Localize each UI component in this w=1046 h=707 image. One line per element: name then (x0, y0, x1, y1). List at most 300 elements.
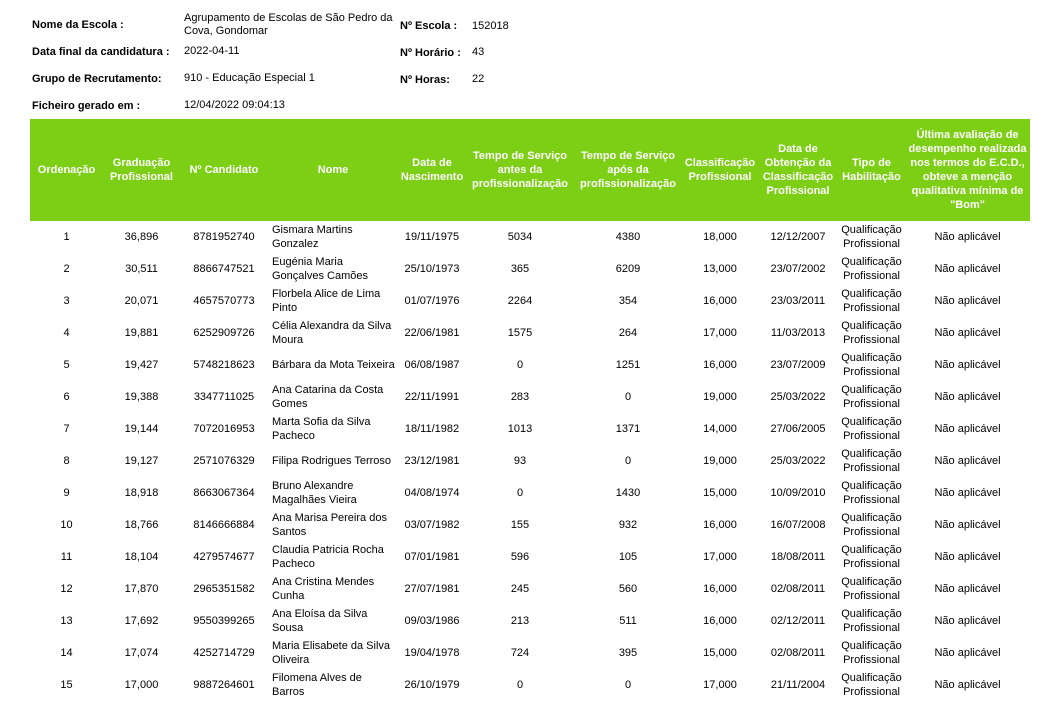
birth-date-cell (398, 637, 466, 669)
table-row (30, 381, 1030, 413)
service-after-cell (574, 381, 682, 413)
name-cell-text: Ana Catarina da Costa Gomes (272, 384, 384, 410)
candidate-number-cell (180, 221, 268, 253)
graduation-cell-text: 30,511 (125, 263, 158, 275)
evaluation-cell-text: Não aplicável (934, 455, 1001, 467)
classification-date-cell-text: 21/11/2004 (770, 679, 826, 691)
ordering-cell-text: 14 (60, 647, 73, 659)
service-before-cell (466, 285, 574, 317)
name-cell-text: Filipa Rodrigues Terroso (272, 455, 392, 467)
name-cell (268, 477, 398, 509)
table-row (30, 637, 1030, 669)
service-after-cell (574, 413, 682, 445)
table-row (30, 349, 1030, 381)
service-before-cell (466, 509, 574, 541)
habilitation-type-cell-text: Qualificação Profissional (841, 608, 902, 634)
service-after-cell-text: 264 (618, 327, 638, 339)
habilitation-type-cell-text: Qualificação Profissional (841, 256, 902, 282)
service-before-cell (466, 317, 574, 349)
habilitation-type-cell-text: Qualificação Profissional (841, 384, 902, 410)
service-before-cell (466, 573, 574, 605)
graduation-cell (103, 317, 180, 349)
birth-date-cell (398, 445, 466, 477)
service-before-cell-text: 1575 (507, 327, 533, 339)
name-cell (268, 669, 398, 701)
name-cell (268, 445, 398, 477)
evaluation-cell-text: Não aplicável (934, 231, 1001, 243)
service-after-cell-text: 1430 (615, 487, 641, 499)
col-candidate-number: Nº Candidato (180, 119, 268, 221)
evaluation-cell-text: Não aplicável (934, 391, 1001, 403)
classification-date-cell (758, 445, 838, 477)
birth-date-cell (398, 669, 466, 701)
service-before-cell (466, 637, 574, 669)
birth-date-cell-text: 04/08/1974 (404, 487, 460, 499)
classification-date-cell (758, 253, 838, 285)
ordering-cell (30, 381, 103, 413)
birth-date-cell-text: 22/06/1981 (404, 327, 460, 339)
ordering-cell-text: 3 (63, 295, 70, 307)
classification-cell-text: 15,000 (703, 487, 737, 499)
classification-date-cell-text: 25/03/2022 (770, 391, 826, 403)
name-cell-text: Bárbara da Mota Teixeira (272, 359, 395, 371)
classification-date-cell (758, 541, 838, 573)
graduation-cell-text: 18,766 (124, 519, 159, 531)
candidate-number-cell (180, 541, 268, 573)
service-before-cell-text: 245 (510, 583, 530, 595)
name-cell (268, 285, 398, 317)
ordering-cell-text: 4 (63, 327, 70, 339)
classification-date-cell (758, 317, 838, 349)
habilitation-type-cell (838, 317, 905, 349)
evaluation-cell-text: Não aplicável (934, 295, 1001, 307)
table-row (30, 477, 1030, 509)
classification-cell (682, 573, 758, 605)
service-after-cell-text: 0 (624, 455, 632, 467)
classification-date-cell (758, 477, 838, 509)
classification-cell (682, 445, 758, 477)
candidate-number-cell (180, 285, 268, 317)
name-cell-text: Bruno Alexandre Magalhães Vieira (272, 480, 357, 506)
classification-date-cell-text: 02/08/2011 (770, 647, 826, 659)
classification-date-cell-text: 02/12/2011 (770, 615, 826, 627)
service-before-cell-text: 213 (510, 615, 530, 627)
col-last-evaluation: Última avaliação de desempenho realizada nos termos do E.C.D., obteve a menção qualitativa mínima de "Bom" (905, 119, 1030, 221)
classification-cell-text: 16,000 (703, 295, 737, 307)
evaluation-cell (905, 669, 1030, 701)
graduation-cell-text: 17,692 (124, 615, 159, 627)
service-after-cell (574, 285, 682, 317)
school-number-label: Nº Escola : (400, 20, 458, 32)
ordering-cell-text: 6 (63, 391, 70, 403)
candidate-number-cell (180, 605, 268, 637)
classification-date-cell (758, 509, 838, 541)
habilitation-type-cell (838, 669, 905, 701)
service-before-cell-text: 283 (510, 391, 530, 403)
name-cell-text: Ana Eloísa da Silva Sousa (272, 608, 368, 634)
graduation-cell-text: 19,127 (124, 455, 159, 467)
generated-label: Ficheiro gerado em : (32, 100, 141, 112)
service-before-cell-text: 5034 (507, 231, 533, 243)
service-after-cell-text: 511 (619, 615, 637, 627)
habilitation-type-cell (838, 509, 905, 541)
candidate-number-cell (180, 381, 268, 413)
birth-date-cell (398, 317, 466, 349)
col-classification-date: Data de Obtenção da Classificação Profissional (758, 119, 838, 221)
habilitation-type-cell-text: Qualificação Profissional (841, 672, 902, 698)
habilitation-type-cell (838, 605, 905, 637)
ordering-cell-text: 2 (63, 263, 70, 275)
classification-date-cell (758, 669, 838, 701)
birth-date-cell-text: 19/11/1975 (404, 231, 460, 243)
graduation-cell (103, 381, 180, 413)
service-after-cell (574, 573, 682, 605)
evaluation-cell (905, 605, 1030, 637)
classification-cell-text: 17,000 (703, 551, 737, 563)
service-before-cell-text: 93 (513, 455, 527, 467)
evaluation-cell (905, 349, 1030, 381)
graduation-cell (103, 221, 180, 253)
birth-date-cell (398, 285, 466, 317)
evaluation-cell-text: Não aplicável (934, 583, 1001, 595)
classification-cell-text: 16,000 (703, 359, 737, 371)
candidate-number-cell-text: 8781952740 (193, 231, 255, 243)
birth-date-cell-text: 07/01/1981 (404, 551, 460, 563)
habilitation-type-cell-text: Qualificação Profissional (841, 544, 902, 570)
habilitation-type-cell-text: Qualificação Profissional (841, 448, 902, 474)
graduation-cell-text: 19,881 (124, 327, 159, 339)
service-before-cell (466, 349, 574, 381)
ordering-cell (30, 349, 103, 381)
candidate-number-cell-text: 6252909726 (193, 327, 255, 339)
candidate-number-cell-text: 5748218623 (193, 359, 255, 371)
classification-date-cell (758, 637, 838, 669)
habilitation-type-cell (838, 477, 905, 509)
birth-date-cell (398, 477, 466, 509)
table-row (30, 413, 1030, 445)
name-cell (268, 637, 398, 669)
classification-cell-text: 16,000 (703, 583, 737, 595)
ordering-cell (30, 317, 103, 349)
habilitation-type-cell (838, 253, 905, 285)
hours-label: Nº Horas: (400, 74, 450, 86)
classification-cell (682, 285, 758, 317)
habilitation-type-cell (838, 541, 905, 573)
classification-date-cell (758, 381, 838, 413)
classification-date-cell (758, 573, 838, 605)
ordering-cell (30, 509, 103, 541)
classification-cell-text: 19,000 (703, 391, 737, 403)
classification-cell (682, 413, 758, 445)
candidate-number-cell-text: 2571076329 (193, 455, 255, 467)
service-after-cell (574, 317, 682, 349)
service-after-cell (574, 541, 682, 573)
evaluation-cell-text: Não aplicável (934, 487, 1001, 499)
evaluation-cell (905, 317, 1030, 349)
ordering-cell (30, 285, 103, 317)
school-name-label: Nome da Escola : (32, 19, 124, 31)
ordering-cell (30, 605, 103, 637)
habilitation-type-cell-text: Qualificação Profissional (841, 320, 902, 346)
school-number-value: 152018 (472, 20, 509, 32)
habilitation-type-cell-text: Qualificação Profissional (841, 352, 902, 378)
ordering-cell-text: 9 (63, 487, 70, 499)
habilitation-type-cell-text: Qualificação Profissional (841, 288, 902, 314)
evaluation-cell-text: Não aplicável (934, 519, 1001, 531)
candidate-number-cell (180, 637, 268, 669)
birth-date-cell-text: 03/07/1982 (404, 519, 460, 531)
table-header-row (30, 119, 1030, 221)
ordering-cell (30, 637, 103, 669)
habilitation-type-cell-text: Qualificação Profissional (841, 416, 902, 442)
classification-date-cell-text: 11/03/2013 (770, 327, 826, 339)
service-after-cell-text: 932 (618, 519, 638, 531)
name-cell-text: Eugénia Maria Gonçalves Camões (272, 256, 368, 282)
name-cell (268, 221, 398, 253)
graduation-cell-text: 18,104 (124, 551, 159, 563)
service-before-cell (466, 541, 574, 573)
evaluation-cell (905, 573, 1030, 605)
classification-cell-text: 17,000 (703, 679, 737, 691)
col-service-before: Tempo de Serviço antes da profissionalização (466, 119, 574, 221)
evaluation-cell (905, 221, 1030, 253)
classification-cell-text: 16,000 (703, 615, 737, 627)
service-before-cell-text: 2264 (507, 295, 533, 307)
evaluation-cell-text: Não aplicável (934, 327, 1001, 339)
classification-date-cell-text: 23/07/2002 (770, 263, 826, 275)
ordering-cell-text: 12 (60, 583, 73, 595)
graduation-cell-text: 19,388 (124, 391, 159, 403)
name-cell-text: Célia Alexandra da Silva Moura (272, 320, 392, 346)
birth-date-cell-text: 26/10/1979 (404, 679, 460, 691)
name-cell (268, 253, 398, 285)
evaluation-cell-text: Não aplicável (934, 551, 1001, 563)
birth-date-cell-text: 19/04/1978 (404, 647, 460, 659)
name-cell (268, 541, 398, 573)
graduation-cell (103, 477, 180, 509)
classification-date-cell-text: 18/08/2011 (770, 551, 826, 563)
name-cell (268, 509, 398, 541)
classification-cell (682, 317, 758, 349)
table-row (30, 317, 1030, 349)
name-cell-text: Maria Elisabete da Silva Oliveira (272, 640, 391, 666)
table-row (30, 221, 1030, 253)
evaluation-cell-text: Não aplicável (934, 423, 1001, 435)
name-cell-text: Ana Cristina Mendes Cunha (272, 576, 375, 602)
birth-date-cell-text: 23/12/1981 (404, 455, 460, 467)
service-before-cell (466, 477, 574, 509)
service-after-cell-text: 560 (618, 583, 638, 595)
name-cell (268, 605, 398, 637)
classification-date-cell (758, 349, 838, 381)
birth-date-cell (398, 349, 466, 381)
name-cell (268, 317, 398, 349)
classification-date-cell-text: 23/03/2011 (770, 295, 826, 307)
recruitment-group-value: 910 - Educação Especial 1 (184, 72, 315, 84)
service-after-cell (574, 637, 682, 669)
candidate-number-cell (180, 509, 268, 541)
graduation-cell (103, 637, 180, 669)
habilitation-type-cell (838, 221, 905, 253)
col-name: Nome (268, 119, 398, 221)
col-ordering: Ordenação (30, 119, 103, 221)
service-after-cell-text: 354 (618, 295, 638, 307)
birth-date-cell (398, 221, 466, 253)
habilitation-type-cell-text: Qualificação Profissional (841, 576, 902, 602)
school-name-value: Agrupamento de Escolas de São Pedro da Cova, Gondomar (184, 12, 393, 37)
service-after-cell (574, 253, 682, 285)
graduation-cell (103, 253, 180, 285)
table-row (30, 445, 1030, 477)
evaluation-cell (905, 541, 1030, 573)
ordering-cell-text: 5 (63, 359, 70, 371)
ordering-cell (30, 573, 103, 605)
name-cell (268, 381, 398, 413)
candidate-number-cell-text: 3347711025 (193, 391, 255, 403)
name-cell-text: Florbela Alice de Lima Pinto (272, 288, 381, 314)
classification-date-cell-text: 25/03/2022 (770, 455, 826, 467)
table-row (30, 541, 1030, 573)
deadline-value: 2022-04-11 (184, 45, 240, 57)
candidate-number-cell-text: 8146666884 (193, 519, 255, 531)
birth-date-cell-text: 22/11/1991 (404, 391, 460, 403)
classification-date-cell-text: 02/08/2011 (770, 583, 826, 595)
service-after-cell-text: 395 (618, 647, 638, 659)
candidate-number-cell-text: 4252714729 (193, 647, 255, 659)
classification-date-cell-text: 12/12/2007 (770, 231, 826, 243)
habilitation-type-cell (838, 381, 905, 413)
evaluation-cell-text: Não aplicável (934, 679, 1001, 691)
name-cell (268, 573, 398, 605)
ordering-cell (30, 477, 103, 509)
candidate-number-cell-text: 7072016953 (193, 423, 255, 435)
table-row (30, 285, 1030, 317)
recruitment-group-label: Grupo de Recrutamento: (32, 73, 162, 85)
habilitation-type-cell (838, 637, 905, 669)
candidate-number-cell (180, 477, 268, 509)
table-row (30, 669, 1030, 701)
birth-date-cell (398, 605, 466, 637)
ordering-cell-text: 10 (60, 519, 73, 531)
evaluation-cell-text: Não aplicável (934, 263, 1001, 275)
ordering-cell (30, 669, 103, 701)
classification-cell-text: 16,000 (703, 519, 737, 531)
ordering-cell (30, 541, 103, 573)
ordering-cell (30, 221, 103, 253)
service-after-cell-text: 1251 (615, 359, 641, 371)
classification-cell-text: 15,000 (703, 647, 737, 659)
classification-date-cell (758, 605, 838, 637)
habilitation-type-cell-text: Qualificação Profissional (841, 224, 902, 250)
evaluation-cell (905, 381, 1030, 413)
table-row (30, 253, 1030, 285)
graduation-cell (103, 509, 180, 541)
candidate-number-cell-text: 4657570773 (193, 295, 255, 307)
service-before-cell (466, 445, 574, 477)
candidate-number-cell (180, 573, 268, 605)
birth-date-cell-text: 25/10/1973 (404, 263, 460, 275)
candidate-number-cell-text: 9550399265 (193, 615, 255, 627)
service-before-cell-text: 1013 (507, 423, 533, 435)
name-cell-text: Gismara Martins Gonzalez (272, 224, 353, 250)
ordering-cell (30, 413, 103, 445)
classification-date-cell (758, 413, 838, 445)
graduation-cell-text: 20,071 (124, 295, 159, 307)
habilitation-type-cell (838, 413, 905, 445)
classification-cell (682, 477, 758, 509)
service-after-cell (574, 669, 682, 701)
classification-date-cell (758, 285, 838, 317)
graduation-cell (103, 445, 180, 477)
graduation-cell-text: 17,000 (124, 679, 159, 691)
classification-date-cell-text: 10/09/2010 (770, 487, 826, 499)
graduation-cell (103, 413, 180, 445)
graduation-cell-text: 17,870 (124, 583, 159, 595)
ordering-cell (30, 445, 103, 477)
service-after-cell (574, 221, 682, 253)
ordering-cell (30, 253, 103, 285)
classification-cell (682, 605, 758, 637)
habilitation-type-cell (838, 285, 905, 317)
classification-cell-text: 18,000 (703, 231, 737, 243)
evaluation-cell-text: Não aplicável (934, 359, 1001, 371)
service-before-cell-text: 0 (516, 487, 524, 499)
classification-date-cell-text: 27/06/2005 (770, 423, 826, 435)
service-after-cell-text: 0 (624, 391, 632, 403)
habilitation-type-cell (838, 349, 905, 381)
birth-date-cell (398, 413, 466, 445)
candidate-number-cell (180, 669, 268, 701)
service-after-cell (574, 349, 682, 381)
birth-date-cell (398, 381, 466, 413)
service-before-cell (466, 221, 574, 253)
birth-date-cell-text: 06/08/1987 (404, 359, 460, 371)
hours-value: 22 (472, 73, 485, 85)
candidate-number-cell-text: 8663067364 (193, 487, 255, 499)
classification-cell (682, 669, 758, 701)
service-after-cell (574, 477, 682, 509)
generated-value: 12/04/2022 09:04:13 (184, 99, 285, 111)
birth-date-cell-text: 18/11/1982 (404, 423, 460, 435)
table-row (30, 605, 1030, 637)
evaluation-cell (905, 637, 1030, 669)
evaluation-cell (905, 445, 1030, 477)
service-before-cell (466, 413, 574, 445)
schedule-number-value: 43 (472, 46, 485, 58)
classification-cell (682, 541, 758, 573)
service-after-cell-text: 6209 (615, 263, 641, 275)
service-before-cell-text: 596 (510, 551, 530, 563)
col-habilitation-type: Tipo de Habilitação (838, 119, 905, 221)
candidate-number-cell (180, 349, 268, 381)
graduation-cell-text: 17,074 (124, 647, 159, 659)
service-after-cell (574, 445, 682, 477)
birth-date-cell (398, 541, 466, 573)
candidate-number-cell (180, 413, 268, 445)
habilitation-type-cell-text: Qualificação Profissional (841, 512, 902, 538)
name-cell (268, 349, 398, 381)
classification-cell (682, 637, 758, 669)
ordering-cell-text: 1 (63, 231, 70, 243)
candidate-number-cell-text: 4279574677 (193, 551, 255, 563)
evaluation-cell (905, 477, 1030, 509)
habilitation-type-cell (838, 573, 905, 605)
candidate-number-cell (180, 445, 268, 477)
evaluation-cell (905, 413, 1030, 445)
classification-date-cell (758, 221, 838, 253)
service-before-cell-text: 0 (516, 679, 524, 691)
graduation-cell (103, 349, 180, 381)
